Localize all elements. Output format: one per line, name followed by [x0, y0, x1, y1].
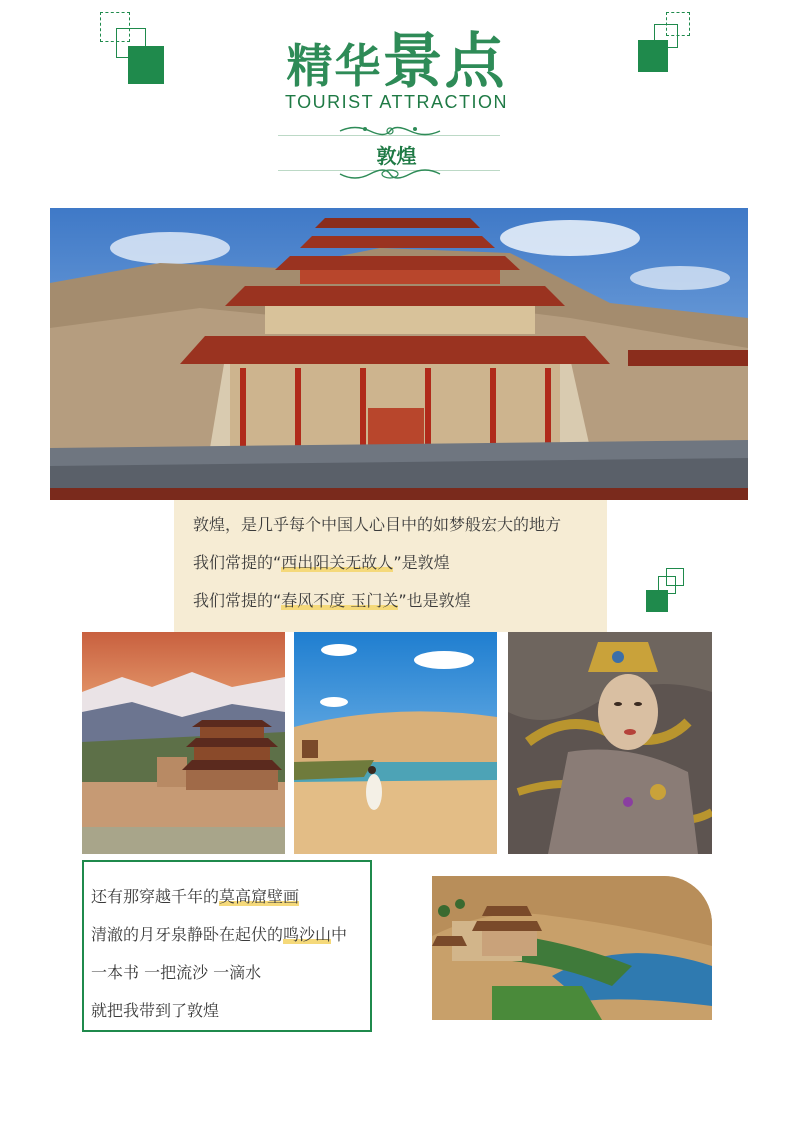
page-title [0, 14, 793, 100]
ornament-bottom [335, 166, 445, 182]
dunhuang-mural-bodhisattva-photo [508, 632, 712, 854]
intro-line-2-pre: 我们常提的“ [193, 553, 282, 572]
intro-line-3 [193, 588, 471, 611]
outro-line-4: 就把我带到了敦煌 [91, 1001, 220, 1020]
highlight-mogao-murals: 莫高窟壁画 [219, 887, 300, 906]
intro-line-1: 敦煌，是几乎每个中国人心目中的如梦般宏大的地方 [193, 515, 562, 534]
outro-line-1 [91, 884, 299, 907]
highlight-mingsha-mountain: 鸣沙山 [283, 925, 332, 944]
crescent-lake-desert-photo [294, 632, 497, 854]
ornament-top [335, 123, 445, 137]
outro-line-1-pre: 还有那穿越千年的 [91, 887, 220, 906]
outro-line-2-pre: 清澈的月牙泉静卧在起伏的 [91, 925, 284, 944]
outro-line-3: 一本书 一把流沙 一滴水 [91, 963, 262, 982]
crescent-spring-aerial-photo [432, 876, 712, 1020]
title-part-1: 精华 [286, 39, 383, 93]
intro-line-2 [193, 550, 450, 573]
outro-line-2-post: 中 [331, 925, 348, 944]
mogao-grottoes-pagoda-photo [50, 208, 748, 500]
highlight-yumenguan: 春风不度 玉门关 [281, 591, 399, 610]
outro-line-2 [91, 922, 347, 945]
decor-squares-mid-right [646, 568, 688, 614]
intro-line-3-pre: 我们常提的“ [193, 591, 282, 610]
intro-line-2-post: ”是敦煌 [393, 553, 450, 572]
intro-text-box [174, 500, 607, 632]
highlight-yangguan: 西出阳关无故人 [281, 553, 394, 572]
jiayuguan-fortress-photo [82, 632, 285, 854]
title-part-2: 景点 [382, 27, 507, 97]
page-title-english: TOURIST ATTRACTION [284, 92, 508, 112]
outro-text-box [82, 860, 372, 1032]
subtitle-dunhuang: 敦煌 [376, 144, 417, 168]
intro-line-3-post: ”也是敦煌 [398, 591, 471, 610]
